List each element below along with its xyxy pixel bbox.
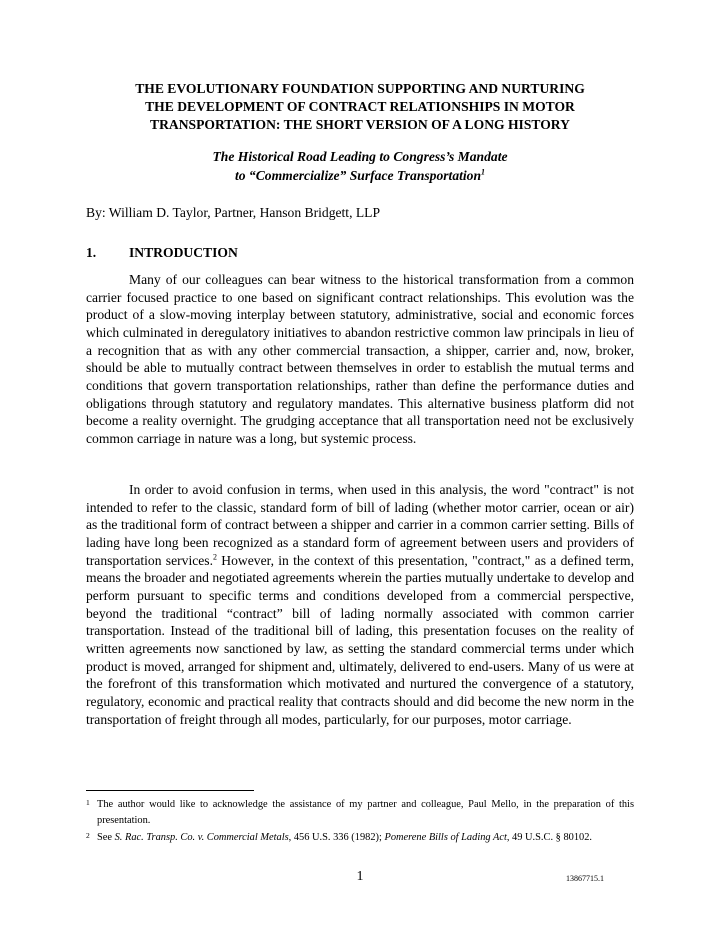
footnote-number: 2 xyxy=(86,831,90,840)
document-subtitle xyxy=(86,147,634,185)
section-heading xyxy=(86,244,238,262)
subtitle-line-2 xyxy=(86,166,634,185)
paragraph-text: However, in the context of this presentation, "contract," as a defined term, means the broader and negotiated agreements wherein the parties mutually undertake to develop and perform pursuant to specific terms and conditions developed from a commercial perspective, beyond the traditional “contract” bill of lading normally associated with common carrier transportation. Instead of the traditional bill of lading, this presentation focuses on the reality of written agreements now sanctioned by law, as setting the standard commercial terms under which product is moved, arranged for shipment and, ultimately, delivered to end-users. Many of us were at the forefront of this transformation which motivated and nurtured the convergence of a statutory, regulatory, economic and practical reality that contracts should and did become the new norm in the transportation of freight through all modes, particularly, for our purposes, motor carriage. xyxy=(86,552,634,727)
author-byline: By: William D. Taylor, Partner, Hanson Bridgett, LLP xyxy=(86,205,381,220)
body-paragraph-1: Many of our colleagues can bear witness to the historical transformation from a common carrier focused practice to one based on significant contract relationships. This evolution was the product of a slow-moving interplay between statutory, administrative, social and economic forces which culminated in deregulatory initiatives to abandon restrictive common law principals in lieu of a recognition that as with any other commercial transaction, a shipper, carrier and, now, broker, should be able to mutually contract between themselves in order to establish the mutual terms and conditions that govern transportation relationships, rather than define the performance duties and obligations through statutory and regulatory mandates. This alternative business platform did not become a reality overnight. The grudging acceptance that all transportation need not be exclusively common carriage in nature was a long, but systemic process. xyxy=(86,272,634,446)
section-number: 1. xyxy=(86,245,97,260)
subtitle-line-text: to “Commercialize” Surface Transportation xyxy=(234,168,482,183)
page-number: 1 xyxy=(356,869,364,884)
subtitle-line: The Historical Road Leading to Congress’s Mandate xyxy=(212,149,508,164)
case-name: S. Rac. Transp. Co. v. Commercial Metals xyxy=(114,832,289,843)
title-line: THE DEVELOPMENT OF CONTRACT RELATIONSHIPS IN MOTOR xyxy=(145,99,575,114)
act-name: Pomerene Bills of Lading Act xyxy=(384,832,507,843)
footnote-1 xyxy=(86,797,634,829)
body-paragraph-2 xyxy=(86,481,634,728)
citation-text: , 49 U.S.C. § 80102. xyxy=(506,832,593,843)
title-line: TRANSPORTATION: THE SHORT VERSION OF A LONG HISTORY xyxy=(150,117,570,132)
footnote-ref-2[interactable]: 2 xyxy=(213,552,217,562)
section-title: INTRODUCTION xyxy=(129,245,238,260)
footnote-text: The author would like to acknowledge the assistance of my partner and colleague, Paul Mello, in the preparation of this presentation. xyxy=(97,799,634,826)
footnote-2 xyxy=(86,830,634,846)
citation-text: , 456 U.S. 336 (1982); xyxy=(288,832,385,843)
document-title xyxy=(86,80,634,134)
footnote-text xyxy=(97,830,634,846)
footnote-number: 1 xyxy=(86,798,90,807)
paragraph-text: In order to avoid confusion in terms, when used in this analysis, the word "contract" is not intended to refer to the classic, standard form of bill of lading (whether motor carrier, ocean or air) as the traditional form of contract between a shipper and carrier in a common carrier setting. Bills of lading have long been recognized as a standard form of agreement between users and providers of transportation services. xyxy=(86,482,634,568)
footnote-separator xyxy=(86,790,254,791)
document-id: 13867715.1 xyxy=(566,874,604,883)
footnote-see: See xyxy=(97,832,115,843)
footnote-ref-1[interactable]: 1 xyxy=(481,167,486,177)
title-line: THE EVOLUTIONARY FOUNDATION SUPPORTING AND NURTURING xyxy=(135,81,585,96)
